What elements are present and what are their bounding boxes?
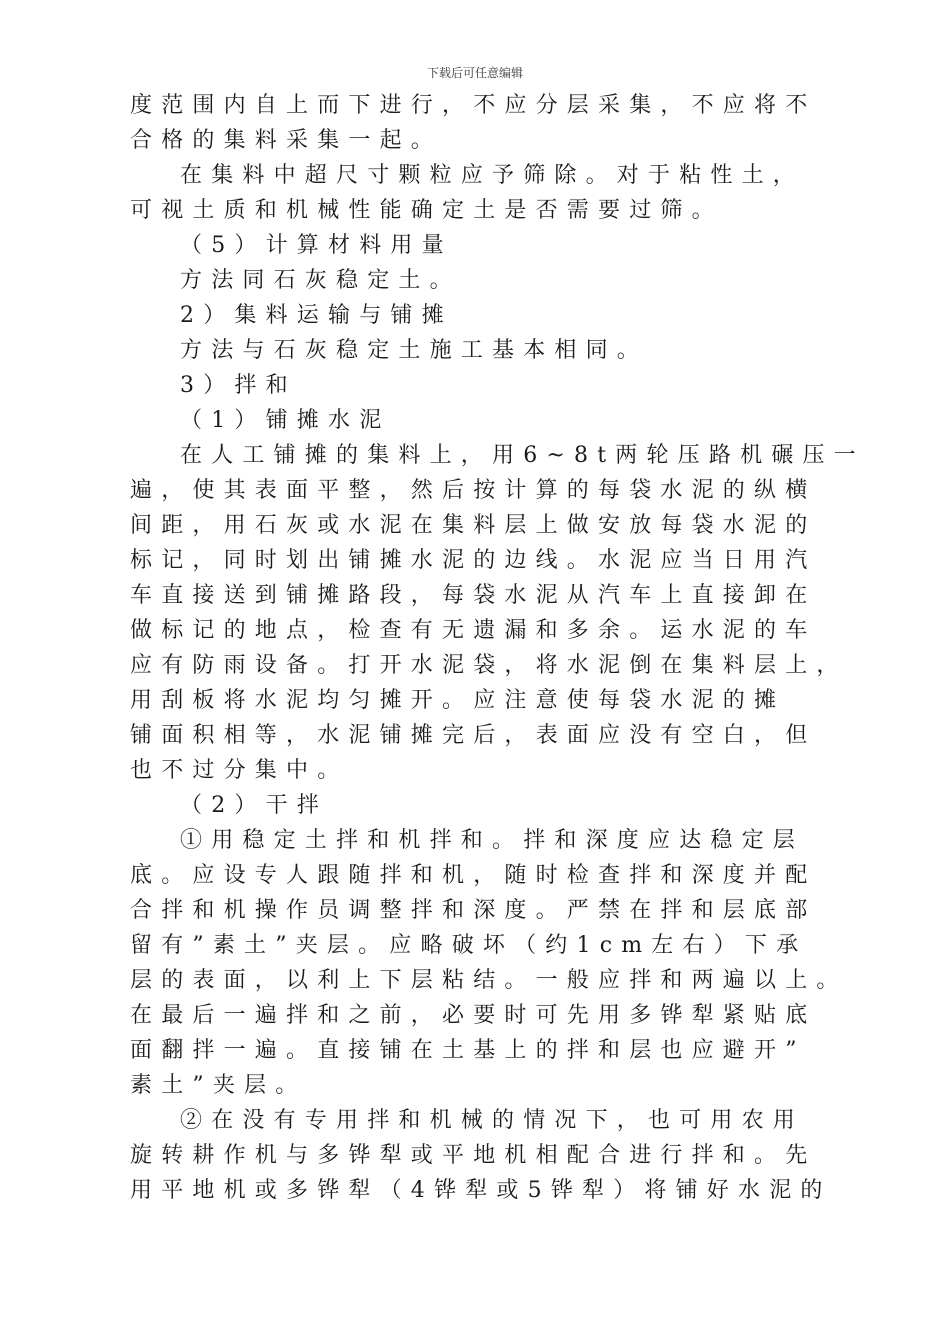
text-line: 遍，使其表面平整，然后按计算的每袋水泥的纵横 <box>130 478 817 503</box>
text-line: 旋转耕作机与多铧犁或平地机相配合进行拌和。先 <box>130 1143 817 1168</box>
text-line: 3）拌和 <box>180 373 297 398</box>
text-line: 用刮板将水泥均匀摊开。应注意使每袋水泥的摊 <box>130 688 786 713</box>
page-header: 下载后可任意编辑 <box>426 66 523 80</box>
text-line: （5）计算材料用量 <box>180 233 453 258</box>
text-line: （1）铺摊水泥 <box>180 408 391 433</box>
text-line: 在集料中超尺寸颗粒应予筛除。对于粘性土， <box>180 163 805 188</box>
text-line: 方法与石灰稳定土施工基本相同。 <box>180 338 649 363</box>
text-line: 留有”素土”夹层。应略破坏（约1cm左右）下承 <box>130 933 808 958</box>
text-line: 度范围内自上而下进行，不应分层采集，不应将不 <box>130 93 817 118</box>
text-line: ①用稳定土拌和机拌和。拌和深度应达稳定层 <box>180 828 805 853</box>
text-line: 间距，用石灰或水泥在集料层上做安放每袋水泥的 <box>130 513 817 538</box>
text-line: 在最后一遍拌和之前，必要时可先用多铧犁紧贴底 <box>130 1003 817 1028</box>
text-line: 素土”夹层。 <box>130 1073 307 1098</box>
text-line: 合格的集料采集一起。 <box>130 128 443 153</box>
text-line: 底。应设专人跟随拌和机，随时检查拌和深度并配 <box>130 863 817 888</box>
text-line: 在人工铺摊的集料上，用6~8t两轮压路机碾压一 <box>180 443 865 468</box>
text-line: 标记，同时划出铺摊水泥的边线。水泥应当日用汽 <box>130 548 817 573</box>
text-line: 2）集料运输与铺摊 <box>180 303 453 328</box>
text-line: 可视土质和机械性能确定土是否需要过筛。 <box>130 198 723 223</box>
text-line: 面翻拌一遍。直接铺在土基上的拌和层也应避开” <box>130 1038 806 1063</box>
text-line: 也不过分集中。 <box>130 758 349 783</box>
text-line: ②在没有专用拌和机械的情况下，也可用农用 <box>180 1108 805 1133</box>
text-line: 用平地机或多铧犁（4铧犁或5铧犁）将铺好水泥的 <box>130 1178 832 1203</box>
text-line: 做标记的地点，检查有无遗漏和多余。运水泥的车 <box>130 618 817 643</box>
text-line: （2）干拌 <box>180 793 328 818</box>
text-line: 铺面积相等，水泥铺摊完后，表面应没有空白，但 <box>130 723 817 748</box>
document-body <box>130 88 890 1208</box>
text-line: 方法同石灰稳定土。 <box>180 268 461 293</box>
text-line: 合拌和机操作员调整拌和深度。严禁在拌和层底部 <box>130 898 817 923</box>
text-line: 应有防雨设备。打开水泥袋，将水泥倒在集料层上， <box>130 653 848 678</box>
text-line: 层的表面，以利上下层粘结。一般应拌和两遍以上。 <box>130 968 848 993</box>
text-line: 车直接送到铺摊路段，每袋水泥从汽车上直接卸在 <box>130 583 817 608</box>
